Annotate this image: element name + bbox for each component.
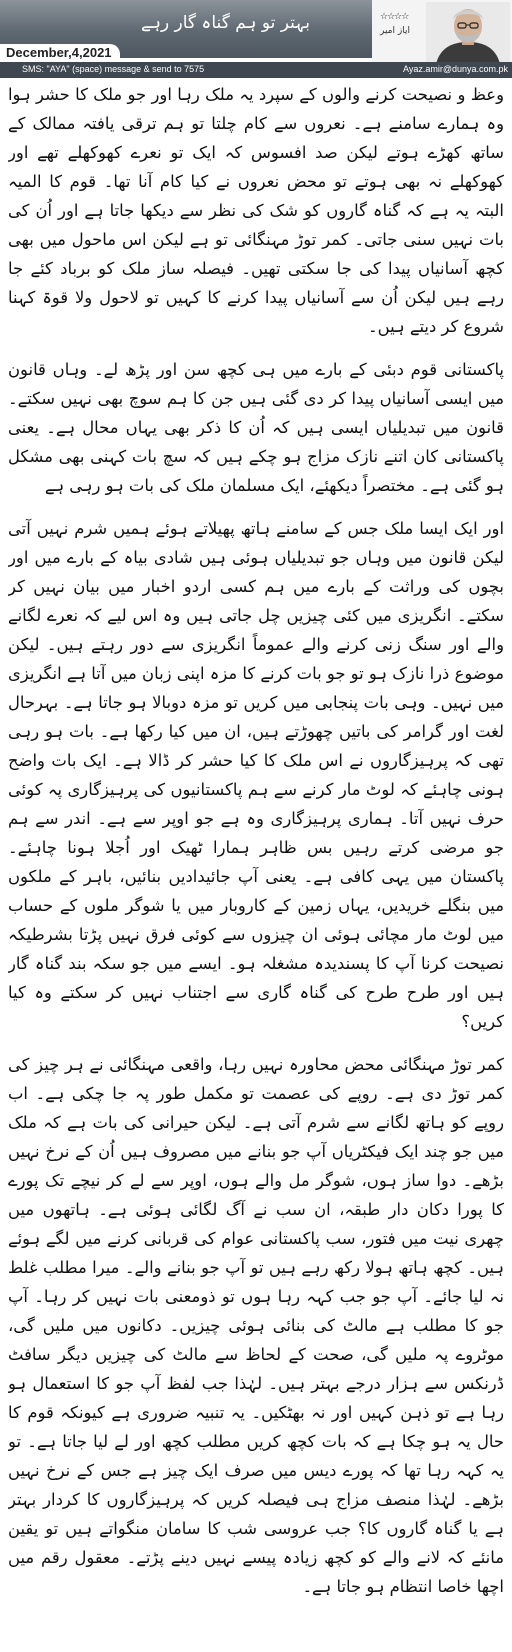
article-paragraph: اور ایک ایسا ملک جس کے سامنے ہاتھ پھیلاتے ہوئے ہمیں شرم نہیں آتی لیکن قانون میں وہاں جو تبدیلیاں ہوئی ہیں شادی بیاہ کے بارے میں اور بچوں کی وراثت کے بارے میں ہم کسی اردو اخبار میں بیان نہیں کر سکتے۔ انگریزی میں کئی چیزیں چل جاتی ہیں وہ اس لیے کہ نعرے لگانے والے اور سنگ زنی کرنے والے عموماً انگریزی سے دور رہتے ہیں۔ لیکن موضوع ذرا نازک ہو تو جو بات کرنے کا مزہ اپنی زبان میں آتا ہے انگریزی میں نہیں۔ وہی بات پنجابی میں کریں تو مزہ دوبالا ہو جاتا ہے۔ بہرحال لغت اور گرامر کی باتیں چھوڑتے ہیں، ان میں کیا رکھا ہے۔ بات ہو رہی تھی کہ پرہیزگاروں نے اس ملک کا کیا حشر کر ڈالا ہے۔ ایک بات واضح ہونی چاہئے کہ لوٹ مار کرنے سے ہم پاکستانیوں کی پرہیزگاری پہ کوئی حرف نہیں آتا۔ ہماری پرہیزگاری وہ ہے جو اوپر سے ہے۔ اندر سے ہم جو مرضی کرتے رہیں بس ظاہر ہمارا ٹھیک اور اُجلا ہونا چاہئے۔ پاکستان میں یہی کافی ہے۔ یعنی آپ جائیدادیں بنائیں، باہر کے ملکوں میں بنگلے خریدیں، یہاں زمین کے کاروبار میں یا شوگر ملوں کے حساب میں لوٹ مار مچائی ہوئی ان چیزوں سے کوئی فرق نہیں پڑتا بشرطیکہ نصیحت کرنا آپ کا پسندیدہ مشغلہ ہو۔ ایسے میں جو سکہ بند گناہ گار ہیں اور طرح طرح کی گناہ گاری سے اجتناب نہیں کر سکتے وہ کیا کریں؟: [8, 519, 504, 1031]
column-title: بہتر تو ہم گناہ گار رہے: [141, 13, 310, 33]
rating-stars: ☆☆☆☆: [380, 12, 409, 22]
column-header: [0, 0, 512, 78]
article-body: [8, 80, 504, 1646]
sms-instructions: SMS: "AYA" (space) message & send to 7575: [22, 64, 205, 74]
contact-bar: [0, 62, 512, 78]
author-box: [372, 0, 512, 64]
article-paragraph: پاکستانی قوم دبئی کے بارے میں ہی کچھ سن اور پڑھ لے۔ وہاں قانون میں ایسی آسانیاں پیدا کر دی گئی ہیں جن کا ہم سوچ بھی نہیں سکتے۔ قانون میں تبدیلیاں ایسی ہیں کہ اُن کا ذکر بھی یہاں محال ہے۔ یعنی پاکستانی کان اتنے نازک مزاج ہو چکے ہیں کہ سچ بات کہنی بھی مشکل ہو گئی ہے۔ مختصراً دیکھئے، ایک مسلمان ملک کی بات ہو رہی ہے: [8, 360, 504, 495]
article-paragraph: وعظ و نصیحت کرنے والوں کے سپرد یہ ملک رہا اور جو ملک کا حشر ہوا وہ ہمارے سامنے ہے۔ نعروں سے کام چلتا تو ہم ترقی یافتہ ممالک کے ساتھ کھڑے ہوتے لیکن صد افسوس کہ ایک تو نعرے کھوکھلے تھے اور کھوکھلے نہ بھی ہوتے تو محض نعروں نے کیا کام آنا تھا۔ قوم کا المیہ البتہ یہ ہے کہ گناہ گاروں کو شک کی نظر سے دیکھا جاتا ہے اور اُن کی بات نہیں سنی جاتی۔ کمر توڑ مہنگائی تو ہے لیکن اس ماحول میں بھی کچھ آسانیاں پیدا کی جا سکتی تھیں۔ فیصلہ ساز ملک کو برباد کئے جا رہے ہیں لیکن اُن سے آسانیاں پیدا کرنے کا کہیں تو لاحول ولا قوۃ کہنا شروع کر دیتے ہیں۔: [8, 85, 504, 336]
author-email[interactable]: Ayaz.amir@dunya.com.pk: [402, 64, 508, 74]
author-portrait: [426, 2, 510, 64]
author-byline: ایاز امیر: [380, 26, 410, 36]
article-paragraph: کمر توڑ مہنگائی محض محاورہ نہیں رہا، واقعی مہنگائی نے ہر چیز کی کمر توڑ دی ہے۔ روپے کی عصمت تو مکمل طور پہ جا چکی ہے۔ اب روپے کو ہاتھ لگانے سے شرم آتی ہے۔ لیکن حیرانی کی بات ہے کہ ملک میں جو چند ایک فیکٹریاں آپ جو بنانے میں مصروف ہیں اُن کے نرخ نہیں بڑھے۔ دوا ساز ہوں، شوگر مل والے ہوں، اوپر سے لے کر نیچے تک پورے کا پورا دکان دار طبقہ، ان سب نے آگ لگائی ہوئی ہے۔ ہاتھوں میں چھری نیت میں فتور، سب پاکستانی عوام کی قربانی کرنے میں لگے ہوئے ہیں۔ کچھ ہاتھ ہولا رکھ رہے ہیں تو آپ جو بنانے والے۔ میرا مطلب غلط نہ لیا جائے۔ آپ جو جب کہہ رہا ہوں تو ذومعنی بات نہیں کر رہا۔ آپ جو کا مطلب ہے مالٹ کی بنائی ہوئی چیزیں۔ دکانوں میں ملیں گی، موٹروے پہ ملیں گی، صحت کے لحاظ سے مالٹ کی چیزیں دیگر سافٹ ڈرنکس سے ہزار درجے بہتر ہیں۔ لہٰذا جب لفظ آپ جو کا استعمال ہو رہا ہے تو ذہن کہیں اور نہ بھٹکیں۔ یہ تنبیہ ضروری ہے کیونکہ قوم کا حال یہ ہو چکا ہے کہ بات کچھ کریں مطلب کچھ اور لے لیا جاتا ہے۔ تو یہ کہہ رہا تھا کہ پورے دیس میں صرف ایک چیز ہے جس کے نرخ نہیں بڑھے۔ لہٰذا منصف مزاج ہی فیصلہ کریں کہ پرہیزگاروں کا کردار بہتر ہے یا گناہ گاروں کا؟ جب عروسی شب کا سامان منگواتے ہیں تو یقین مانئے کہ لانے والے کو کچھ زیادہ پیسے نہیں دینے پڑتے۔ معقول رقم میں اچھا خاصا انتظام ہو جاتا ہے۔: [8, 1055, 504, 1596]
publication-date: December,4,2021: [6, 45, 112, 60]
